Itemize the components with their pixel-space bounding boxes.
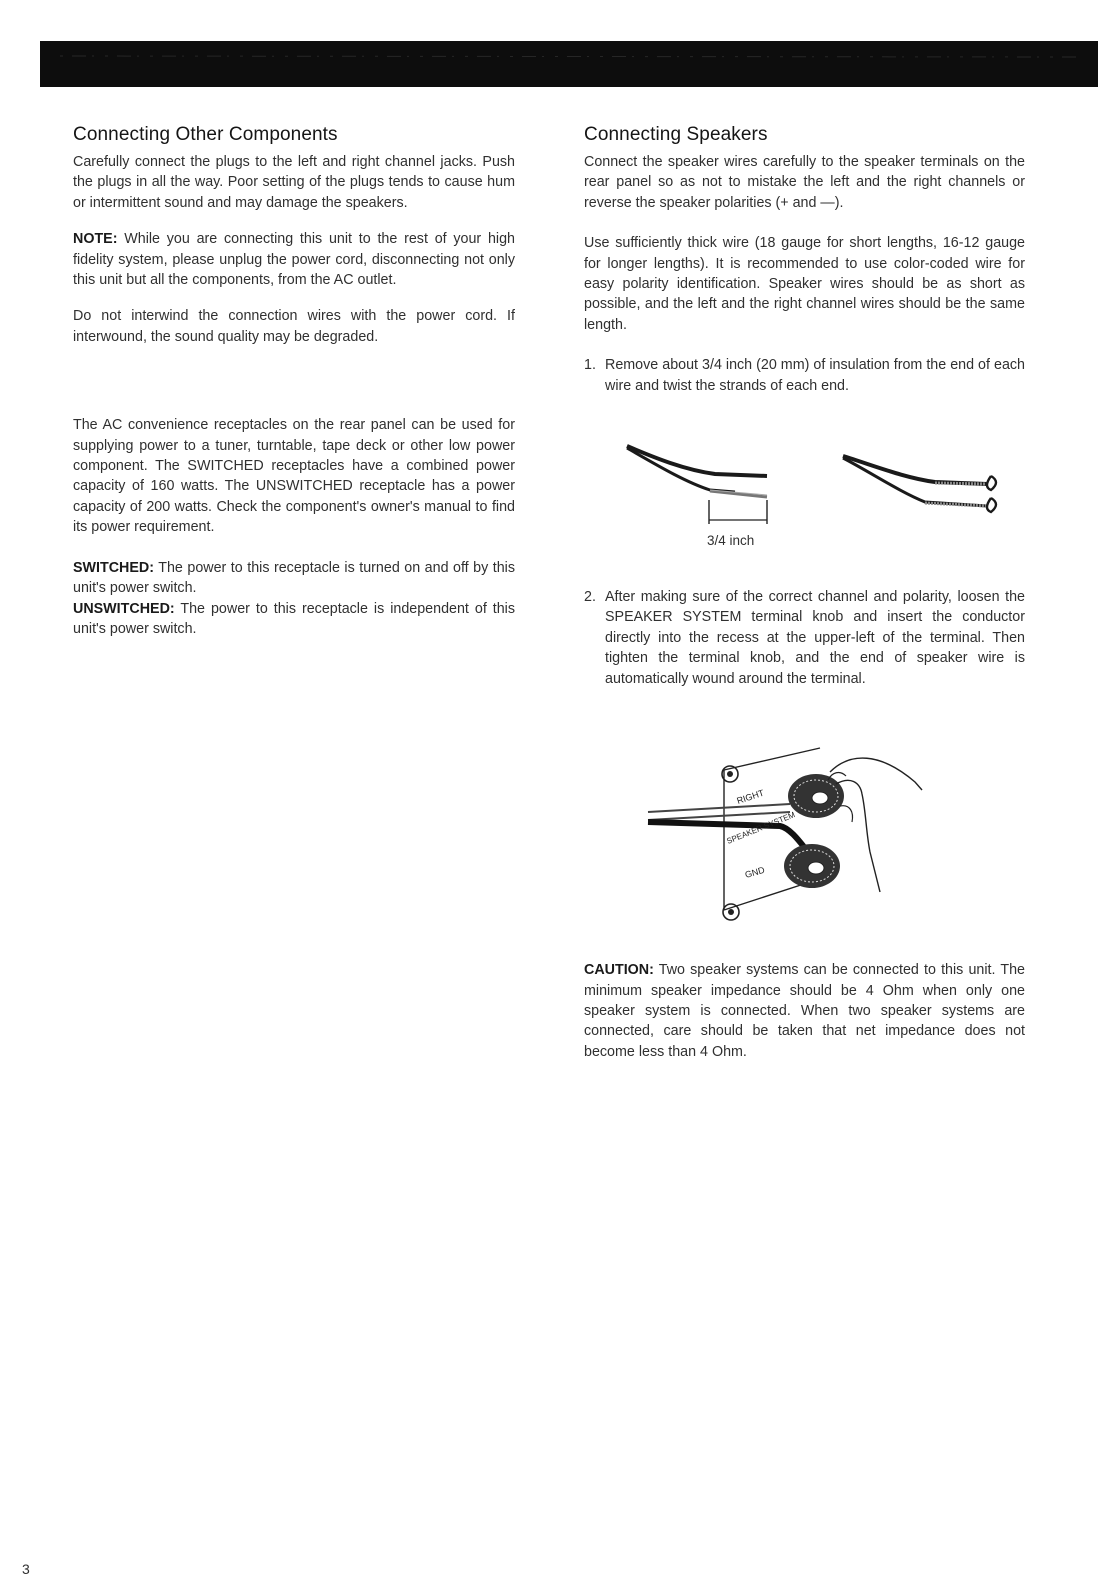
measurement-bracket [709,500,767,524]
terminal-label-speaker-system: SPEAKER SYSTEM [725,810,797,846]
interwind-paragraph: Do not interwind the connection wires with the power cord. If interwound, the sound quality may be degraded. [73,308,515,345]
step-2-number: 2. [584,589,596,606]
terminal-knob-right [788,774,844,818]
wire-advice-paragraph: Use sufficiently thick wire (18 gauge for short lengths, 16-12 gauge for longer lengths). It is recommended to use color-coded wire for easy polarity identification. Speaker wires should be as short as possible, and the left and the right channel wires should be the same length. [584,235,1025,333]
step-1 [584,355,1025,396]
header-bar-texture [40,51,1098,61]
hand-illustration [828,758,922,892]
section-title-connecting-speakers: Connecting Speakers [584,124,768,145]
switched-paragraph [73,558,515,599]
switched-label: SWITCHED: [73,559,155,576]
twisted-wire-illustration [843,456,996,512]
terminal-label-gnd: GND [743,864,766,880]
step-2-text: After making sure of the correct channel and polarity, loosen the SPEAKER SYSTEM terminal knob and insert the conductor directly into the recess at the upper-left of the terminal. Then tighten the terminal knob, and the end of speaker wire is automatically wound around the terminal. [605,589,1025,687]
caution-paragraph [584,960,1025,1062]
screw-bottom-icon [723,904,739,920]
step-1-number: 1. [584,357,596,374]
wire-stripping-figure [615,436,1025,556]
ac-receptacles-paragraph: The AC convenience receptacles on the rear panel can be used for supplying power to a tuner, turntable, tape deck or other low power component. The SWITCHED receptacles have a combined power capacity of 160 watts. The UNSWITCHED receptacle has a power capacity of 200 watts. Check the component's owner's manual to find its power requirement. [73,417,515,536]
other-components-paragraph: Carefully connect the plugs to the left and right channel jacks. Push the plugs in all the way. Poor setting of the plugs tends to cause hum or intermittent sound and may damage the speakers. [73,154,515,211]
step-1-text: Remove about 3/4 inch (20 mm) of insulation from the end of each wire and twist the strands of each end. [605,357,1025,394]
section-title-other-components: Connecting Other Components [73,124,338,145]
caution-text: Two speaker systems can be connected to this unit. The minimum speaker impedance should be 4 Ohm when only one speaker system is connected. When two speaker systems are connected, care should be taken that net impedance does not become less than 4 Ohm. [584,962,1025,1060]
speaker-intro-paragraph: Connect the speaker wires carefully to the speaker terminals on the rear panel so as not to mistake the left and the right channels or reverse the speaker polarities (+ and —). [584,154,1025,211]
header-bar [40,41,1098,87]
caution-label: CAUTION: [584,962,654,979]
speaker-terminal-figure [640,742,940,942]
terminal-knob-gnd [784,844,840,888]
note-paragraph [73,229,515,290]
unswitched-label: UNSWITCHED: [73,600,175,617]
unswitched-paragraph [73,599,515,640]
note-text: While you are connecting this unit to the rest of your high fidelity system, please unplug the power cord, disconnecting not only this unit but all the components, from the AC outlet. [73,231,515,289]
switched-text: The power to this receptacle is turned on and off by this unit's power switch. [73,559,515,597]
note-label: NOTE: [73,231,118,248]
terminal-label-right: RIGHT [735,787,766,806]
unswitched-text: The power to this receptacle is independent of this unit's power switch. [73,600,515,637]
wire-strip-length-caption: 3/4 inch [707,533,755,548]
stripped-wire-illustration [627,446,767,497]
step-2 [584,587,1025,689]
page-number: 3 [22,1561,30,1577]
left-column [73,124,515,639]
